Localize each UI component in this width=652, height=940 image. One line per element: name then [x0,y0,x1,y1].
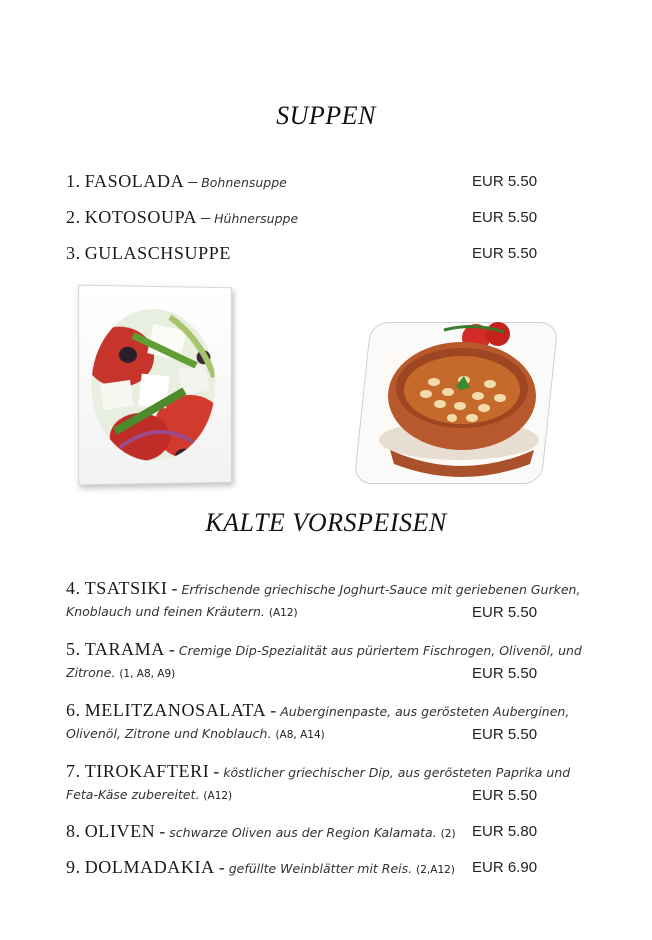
item-allergens: (A12) [203,790,233,802]
item-price: EUR 5.50 [472,604,538,621]
item-name: KOTOSOUPA [84,207,198,227]
item-description: schwarze Oliven aus der Region Kalamata. [169,825,437,840]
item-price: EUR 6.90 [472,859,538,876]
item-price: EUR 5.50 [472,787,538,804]
item-description-cont: Olivenöl, Zitrone und Knoblauch. [66,726,272,741]
item-allergens: (A12) [268,607,298,619]
item-number: 4. [66,578,81,598]
item-number: 3. [66,243,81,263]
item-name: TARAMA [84,639,165,659]
item-separator: - [218,857,225,877]
item-number: 1. [66,171,81,191]
item-allergens: (1, A8, A9) [119,668,176,680]
item-name: TSATSIKI [84,578,168,598]
menu-item [66,857,586,881]
item-price: EUR 5.80 [472,823,538,840]
item-description: Bohnensuppe [201,175,287,190]
item-description: Hühnersuppe [214,211,299,226]
section-title-kalte-vorspeisen: KALTE VORSPEISEN [205,508,447,537]
item-description-cont: Feta-Käse zubereitet. [66,787,200,802]
item-price: EUR 5.50 [472,209,538,226]
item-name: OLIVEN [84,821,156,841]
item-name: GULASCHSUPPE [84,243,231,263]
item-separator: - [171,578,178,598]
item-description: Cremige Dip-Spezialität aus püriertem Fischrogen, Olivenöl, und [178,643,582,658]
greek-salad-photo [79,286,231,485]
menu-item [66,639,586,688]
item-separator: – [201,207,211,227]
menu-item [66,700,586,749]
item-price: EUR 5.50 [472,665,538,682]
menu-item [66,761,586,810]
item-name: FASOLADA [84,171,185,191]
menu-item [66,171,586,195]
item-description: gefüllte Weinblätter mit Reis. [228,861,413,876]
item-separator: - [270,700,277,720]
item-price: EUR 5.50 [472,245,538,262]
bean-soup-photo [364,322,548,482]
item-name: DOLMADAKIA [84,857,215,877]
item-number: 7. [66,761,81,781]
item-number: 5. [66,639,81,659]
item-number: 9. [66,857,81,877]
item-description-cont: Zitrone. [66,665,116,680]
item-description: köstlicher griechischer Dip, aus gerösteten Paprika und [223,765,571,780]
item-name: MELITZANOSALATA [84,700,267,720]
item-allergens: (2) [440,828,456,840]
item-separator: - [168,639,175,659]
item-name: TIROKAFTERI [84,761,210,781]
item-allergens: (A8, A14) [275,729,325,741]
item-separator: – [188,171,198,191]
item-separator: - [159,821,166,841]
item-number: 8. [66,821,81,841]
item-price: EUR 5.50 [472,726,538,743]
section-title-suppen: SUPPEN [276,101,376,130]
menu-item [66,207,586,231]
item-description-cont: Knoblauch und feinen Kräutern. [66,604,265,619]
item-allergens: (2,A12) [416,864,455,876]
menu-item [66,821,586,845]
item-description: Erfrischende griechische Joghurt-Sauce mit geriebenen Gurken, [181,582,581,597]
item-description: Auberginenpaste, aus gerösteten Auberginen, [280,704,570,719]
item-price: EUR 5.50 [472,173,538,190]
menu-item [66,578,586,627]
item-number: 2. [66,207,81,227]
item-separator: - [213,761,220,781]
salad-photo-frame [78,285,232,486]
menu-item [66,243,586,267]
item-number: 6. [66,700,81,720]
